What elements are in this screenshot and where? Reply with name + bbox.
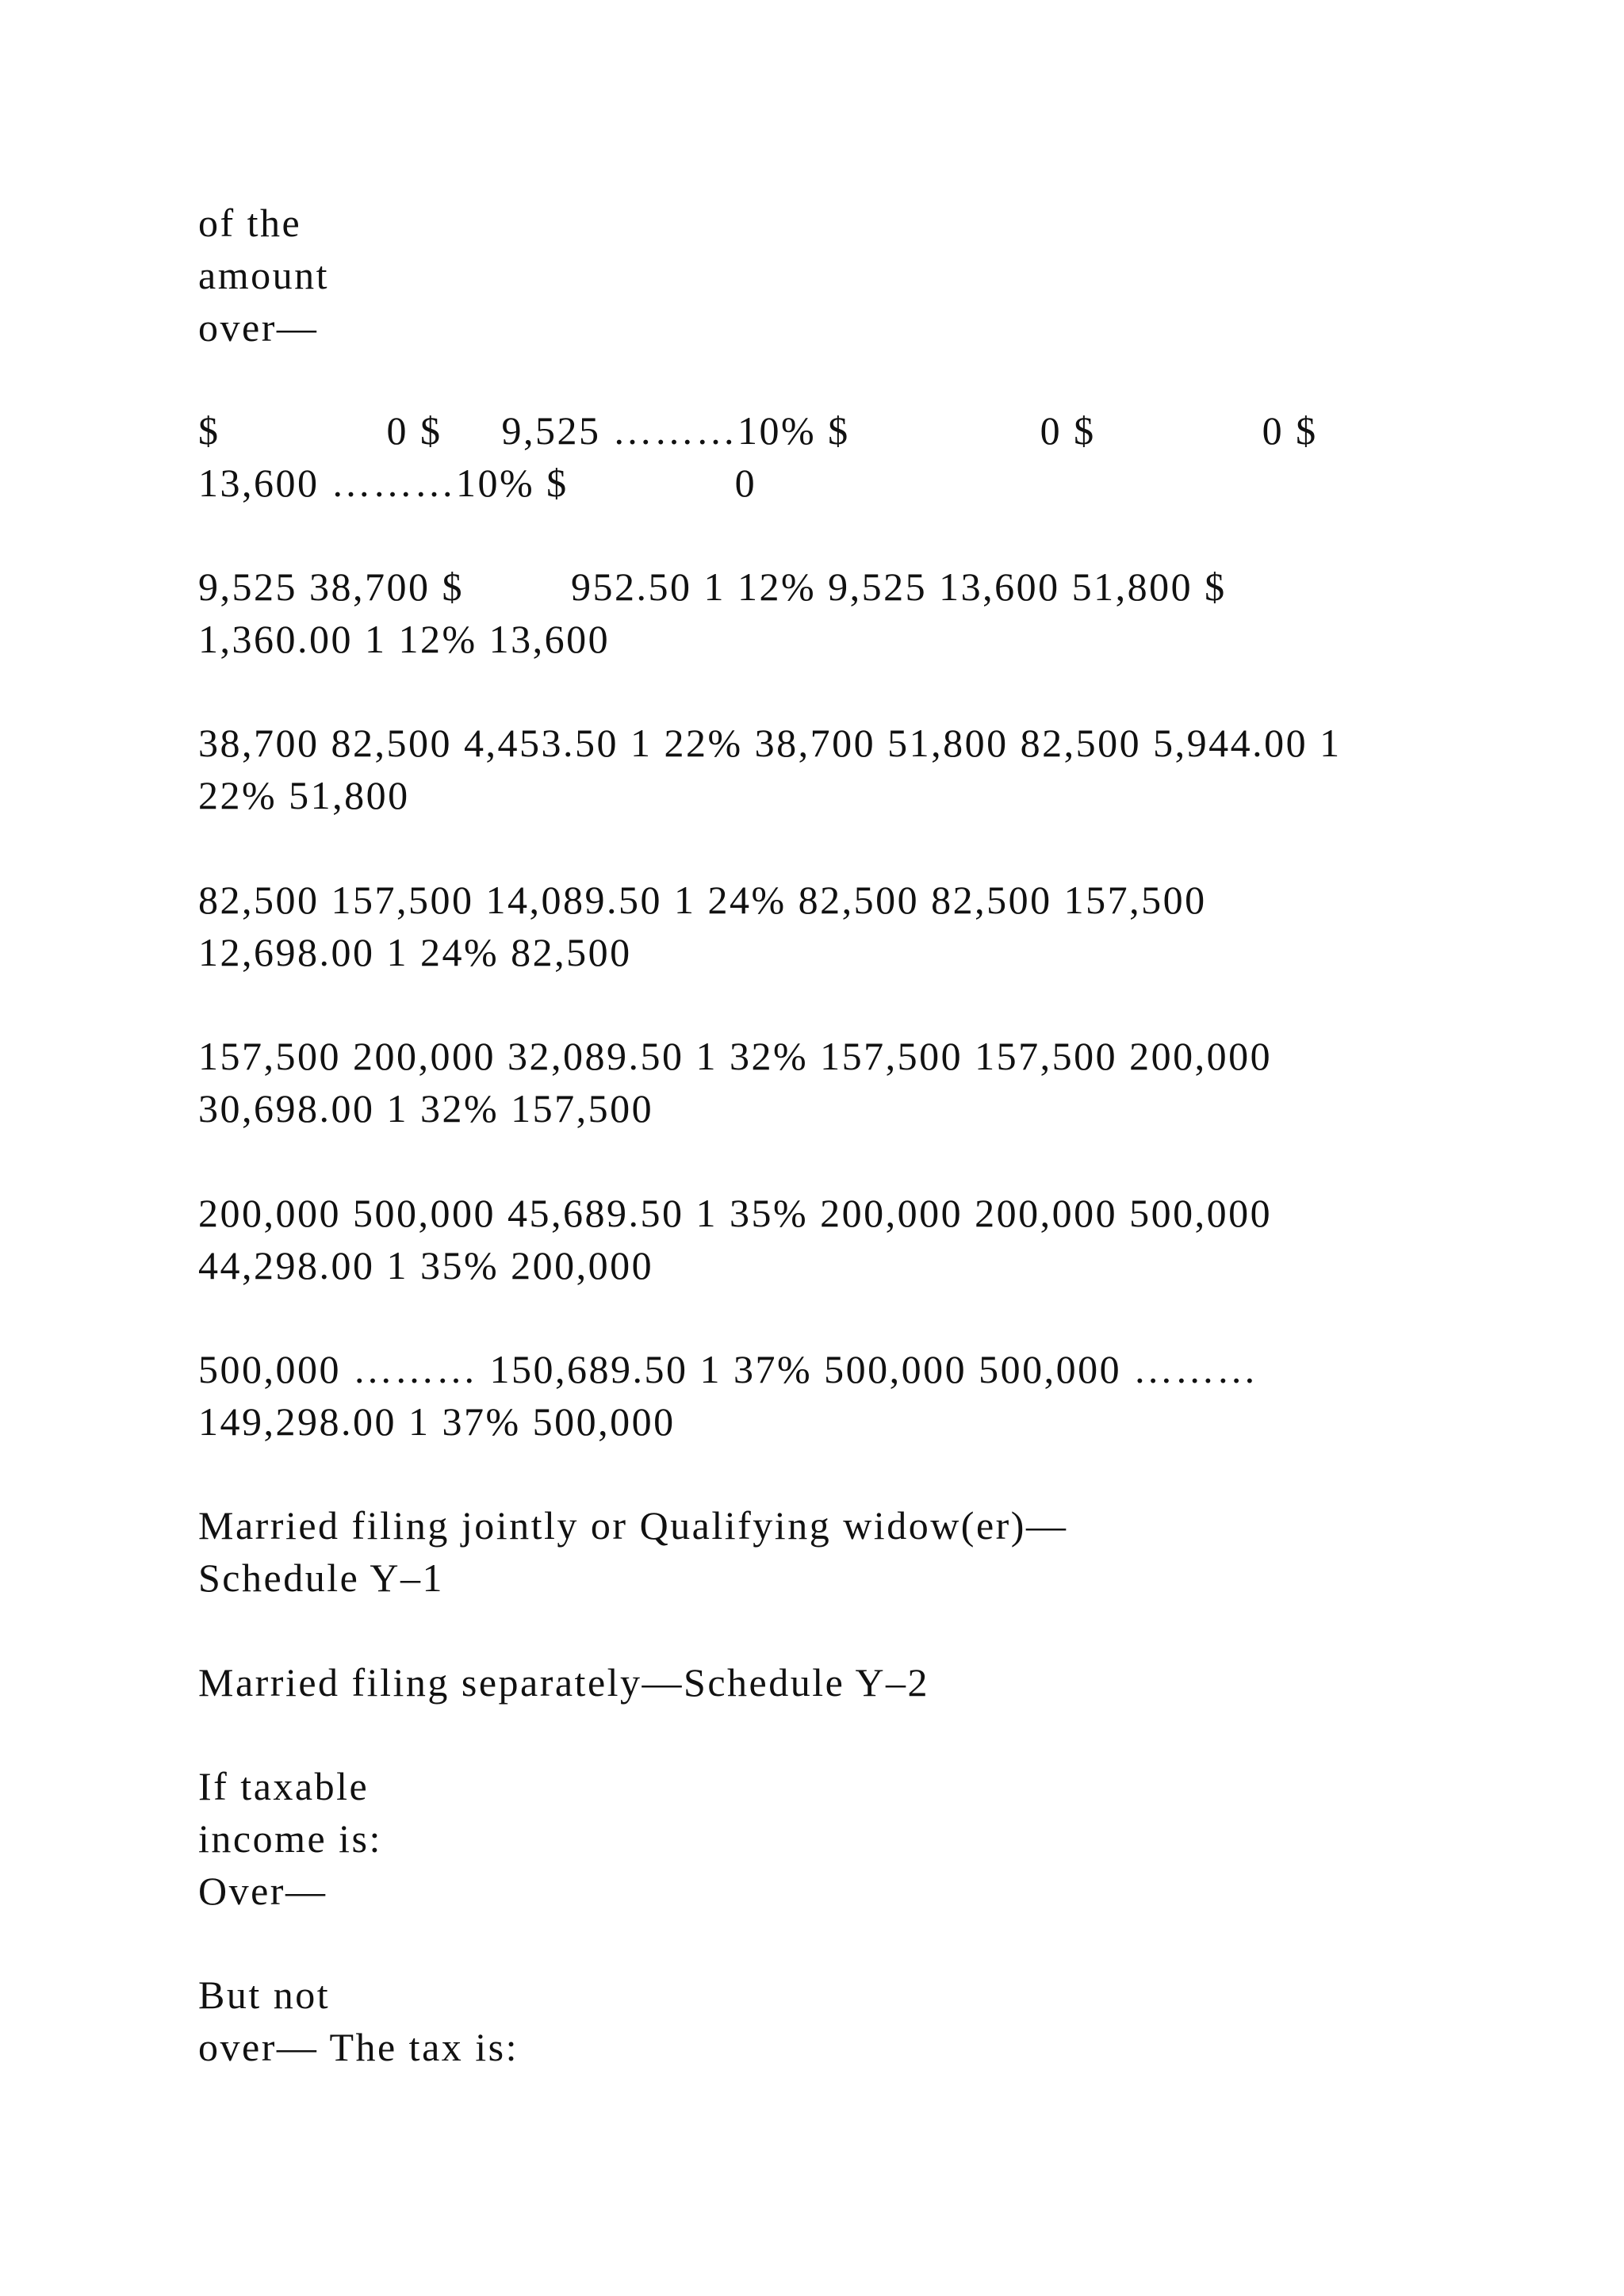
text-line: Married filing separately—Schedule Y–2	[198, 1660, 930, 1705]
text-line: amount	[198, 253, 329, 297]
text-block-bracket-row-3	[198, 717, 1435, 821]
text-line: 44,298.00 1 35% 200,000	[198, 1243, 654, 1288]
text-line: 9,525 38,700 $ 952.50 1 12% 9,525 13,600 51,800 $	[198, 564, 1227, 609]
text-line: 500,000 ……… 150,689.50 1 37% 500,000 500,000 ………	[198, 1347, 1258, 1391]
text-block-bracket-row-7	[198, 1343, 1435, 1448]
text-line: 30,698.00 1 32% 157,500	[198, 1086, 654, 1131]
text-line: Schedule Y–1	[198, 1556, 445, 1600]
column-header-but-not-over	[198, 1969, 1435, 2073]
text-block-of-the-amount-over	[198, 197, 1435, 354]
text-line: If taxable	[198, 1764, 370, 1808]
text-block-bracket-row-4	[198, 874, 1435, 978]
text-line: But not	[198, 1973, 331, 2017]
text-line: 13,600 ………10% $ 0	[198, 461, 757, 505]
text-line: 1,360.00 1 12% 13,600	[198, 617, 611, 661]
schedule-y2-heading	[198, 1656, 1435, 1709]
text-line: Married filing jointly or Qualifying widow(er)—	[198, 1503, 1068, 1548]
text-line: 12,698.00 1 24% 82,500	[198, 930, 632, 974]
text-block-bracket-row-1	[198, 404, 1435, 509]
text-line: 22% 51,800	[198, 773, 410, 817]
text-block-bracket-row-5	[198, 1030, 1435, 1135]
text-line: 157,500 200,000 32,089.50 1 32% 157,500 157,500 200,000	[198, 1034, 1273, 1078]
text-line: 200,000 500,000 45,689.50 1 35% 200,000 200,000 500,000	[198, 1191, 1273, 1235]
text-line: $ 0 $ 9,525 ………10% $ 0 $ 0 $	[198, 408, 1318, 453]
schedule-y1-heading	[198, 1499, 1435, 1604]
text-line: 38,700 82,500 4,453.50 1 22% 38,700 51,800 82,500 5,944.00 1	[198, 721, 1342, 765]
text-line: over—	[198, 305, 319, 350]
text-line: 82,500 157,500 14,089.50 1 24% 82,500 82,500 157,500	[198, 878, 1207, 922]
column-header-if-taxable-income	[198, 1760, 1435, 1917]
text-block-bracket-row-2	[198, 561, 1435, 665]
text-line: Over—	[198, 1869, 327, 1913]
text-line: of the	[198, 201, 302, 245]
text-line: over— The tax is:	[198, 2025, 519, 2069]
text-block-bracket-row-6	[198, 1187, 1435, 1292]
text-line: 149,298.00 1 37% 500,000	[198, 1399, 676, 1444]
text-line: income is:	[198, 1816, 382, 1861]
